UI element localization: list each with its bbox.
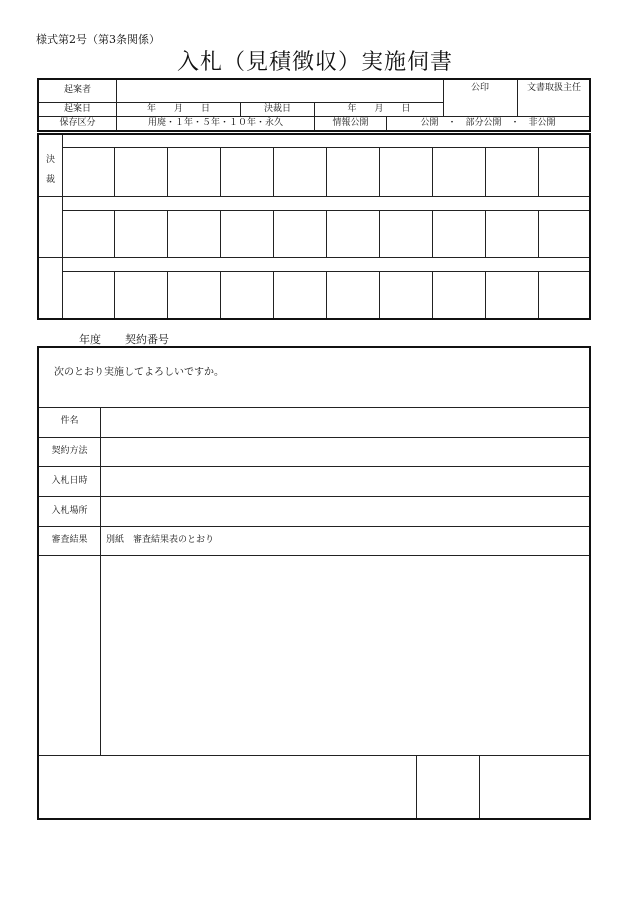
seal-label: 公印 — [470, 83, 489, 93]
approval-stamp-cell[interactable] — [433, 148, 485, 196]
approval-stamp-cell[interactable] — [274, 272, 326, 318]
approval-stamp-cell[interactable] — [63, 211, 114, 257]
request-intro: 次のとおり実施してよろしいですか。 — [54, 367, 224, 378]
footer-stamp-box-2[interactable] — [480, 756, 589, 818]
approval-stamp-cell[interactable] — [168, 211, 220, 257]
contract-method-label: 契約方法 — [51, 446, 88, 456]
approval-stamp-cell[interactable] — [539, 272, 589, 318]
decision-label: 決 裁 — [45, 155, 55, 185]
approval-stamp-cell[interactable] — [486, 272, 538, 318]
decision-date-label: 決裁日 — [263, 104, 291, 114]
drafter-field[interactable] — [117, 81, 442, 101]
approval-stamp-cell[interactable] — [274, 211, 326, 257]
draft-date-field[interactable]: 年 月 日 — [146, 104, 210, 114]
bid-datetime-label: 入札日時 — [51, 476, 88, 486]
approval-stamp-cell[interactable] — [486, 148, 538, 196]
approval-stamp-cell[interactable] — [539, 211, 589, 257]
approval-stamp-cell[interactable] — [168, 272, 220, 318]
approval-stamp-cell[interactable] — [221, 272, 273, 318]
approval-stamp-cell[interactable] — [274, 148, 326, 196]
decision-date-field[interactable]: 年 月 日 — [347, 104, 411, 114]
disclosure-label: 情報公開 — [332, 118, 369, 128]
approval-stamp-cell[interactable] — [433, 272, 485, 318]
page-title: 入札（見積徴収）実施伺書 — [176, 50, 453, 75]
footer-note-area[interactable] — [39, 756, 416, 818]
approval-stamp-cell[interactable] — [63, 272, 114, 318]
approval-stamp-cell[interactable] — [327, 148, 379, 196]
approval-stamp-cell[interactable] — [380, 272, 432, 318]
approval-stamp-cell[interactable] — [168, 148, 220, 196]
approval-stamp-cell[interactable] — [486, 211, 538, 257]
approval-stamp-cell[interactable] — [327, 272, 379, 318]
fiscal-year-label: 年度 — [79, 333, 101, 346]
approval-stamp-cell[interactable] — [115, 148, 167, 196]
approval-stamp-cell[interactable] — [63, 148, 114, 196]
form-number: 様式第2号（第3条関係） — [36, 33, 160, 46]
approval-stamp-cell[interactable] — [539, 148, 589, 196]
retention-options[interactable]: 用廃・１年・５年・１０年・永久 — [147, 118, 283, 128]
approval-stamp-cell[interactable] — [221, 211, 273, 257]
approval-stamp-cell[interactable] — [115, 272, 167, 318]
drafter-label: 起案者 — [63, 85, 91, 95]
disclosure-options[interactable]: 公開 ・ 部分公開 ・ 非公開 — [420, 118, 556, 128]
bid-location-label: 入札場所 — [51, 506, 88, 516]
draft-date-label: 起案日 — [63, 104, 91, 114]
contract-number-label: 契約番号 — [125, 333, 169, 346]
doc-handler-label: 文書取扱主任 — [526, 83, 581, 93]
footer-stamp-box-1[interactable] — [417, 756, 479, 818]
approval-stamp-cell[interactable] — [221, 148, 273, 196]
approval-stamp-cell[interactable] — [327, 211, 379, 257]
review-result-value[interactable]: 別紙 審査結果表のとおり — [106, 535, 215, 545]
approval-stamp-cell[interactable] — [433, 211, 485, 257]
remarks-area[interactable] — [101, 556, 589, 754]
subject-label: 件名 — [60, 416, 79, 426]
approval-stamp-cell[interactable] — [380, 211, 432, 257]
retention-label: 保存区分 — [59, 118, 96, 128]
approval-stamp-cell[interactable] — [115, 211, 167, 257]
approval-stamp-cell[interactable] — [380, 148, 432, 196]
review-result-label: 審査結果 — [51, 535, 88, 545]
